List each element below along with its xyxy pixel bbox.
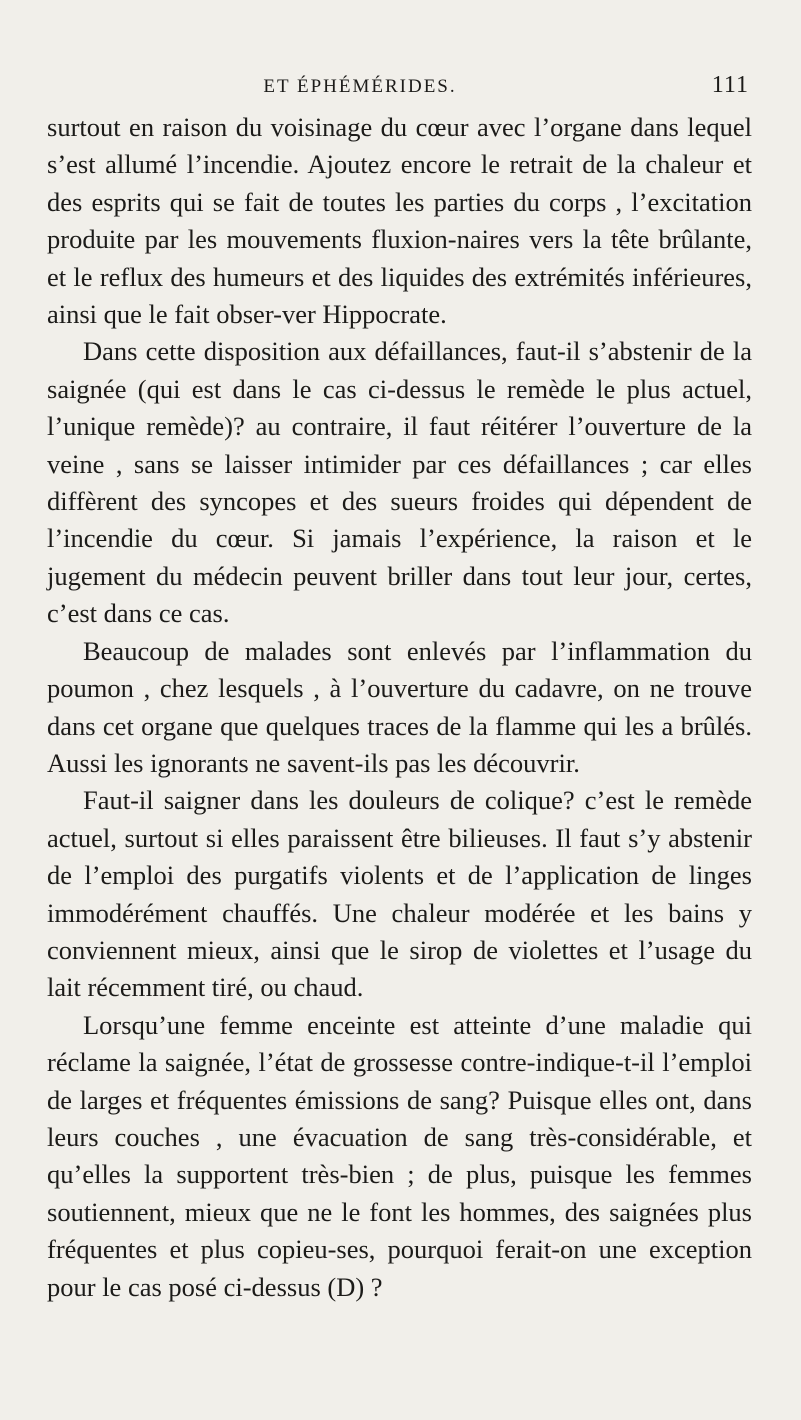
- running-title: ET ÉPHÉMÉRIDES.: [263, 76, 457, 97]
- page-number: 111: [711, 72, 749, 98]
- running-head: [0, 72, 801, 102]
- paragraph-colique: Faut-il saigner dans les douleurs de colique? c’est le remède actuel, surtout si elles paraissent être bilieuses. Il faut s’y abstenir de l’emploi des purgatifs violents et de l’application de linges immodérément chauffés. Une chaleur modérée et les bains y conviennent mieux, ainsi que le sirop de violettes et l’usage du lait récemment tiré, ou chaud.: [47, 785, 752, 1003]
- paragraph-poumon: Beaucoup de malades sont enlevés par l’inflammation du poumon , chez lesquels , à l’ouverture du cadavre, on ne trouve dans cet organe que quelques traces de la flamme qui les a brûlés. Aussi les ignorants ne savent-ils pas les découvrir.: [47, 635, 752, 778]
- paragraph-defaillances: Dans cette disposition aux défaillances, faut-il s’abstenir de la saignée (qui est dans le cas ci-dessus le remède le plus actuel, l’unique remède)? au contraire, il faut réitérer l’ouverture de la veine , sans se laisser intimider par ces défaillances ; car elles diffèrent des syncopes et des sueurs froides qui dépendent de l’incendie du cœur. Si jamais l’expérience, la raison et le jugement du médecin peuvent briller dans tout leur jour, certes, c’est dans ce cas.: [47, 336, 752, 629]
- body-text: [47, 109, 752, 1306]
- paragraph-continued: surtout en raison du voisinage du cœur avec l’organe dans lequel s’est allumé l’incendie. Ajoutez encore le retrait de la chaleur et des esprits qui se fait de toutes les parties du corps , l’excitation produite par les mouvements fluxion-naires vers la tête brûlante, et le reflux des humeurs et des liquides des extrémités inférieures, ainsi que le fait obser-ver Hippocrate.: [47, 112, 752, 330]
- paragraph-femme-enceinte: Lorsqu’une femme enceinte est atteinte d’une maladie qui réclame la saignée, l’état de grossesse contre-indique-t-il l’emploi de larges et fréquentes émissions de sang? Puisque elles ont, dans leurs couches , une évacuation de sang très-considérable, et qu’elles la supportent très-bien ; de plus, puisque les femmes soutiennent, mieux que ne le font les hommes, des saignées plus fréquentes et plus copieu-ses, pourquoi ferait-on une exception pour le cas posé ci-dessus (D) ?: [47, 1009, 752, 1302]
